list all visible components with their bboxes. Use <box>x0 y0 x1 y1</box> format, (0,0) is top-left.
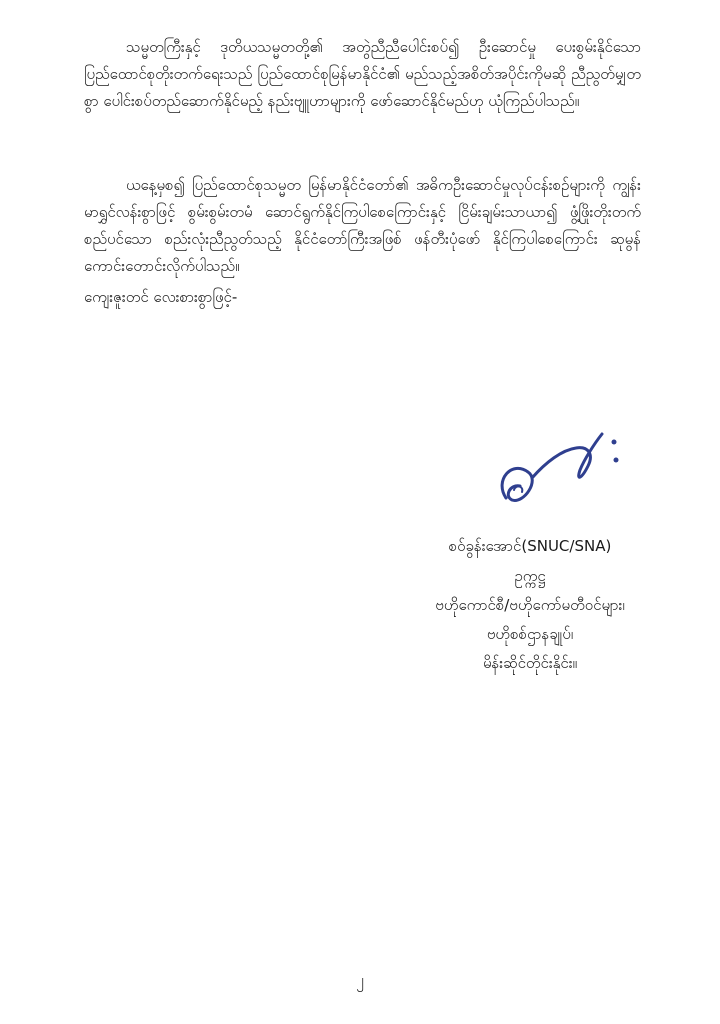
letter-paragraph-1 <box>84 34 641 115</box>
signatory-organization: မိန်းဆိုင်တိုင်းနိုင်း။ <box>482 654 578 672</box>
signatory-name: စဝ်ခွန်းအောင်(SNUC/SNA) <box>448 537 612 555</box>
letter-paragraph-2 <box>84 172 641 280</box>
signatory-title-line-1: ဗဟိုကောင်စီ/ဗဟိုကော်မတီဝင်များ၊ <box>435 596 625 614</box>
letter-paragraph-1-text: သမ္မတကြီးနှင့် ဒုတိယသမ္မတတို့၏ အတွဲညီညီပေါင်းစပ်၍ ဦးဆောင်မှု ပေးစွမ်းနိုင်သော ပြည်ထောင်စုတိုးတက်ရေးသည် ပြည်ထောင်စုမြန်မာနိုင်ငံ၏ မည်သည့်အစိတ်အပိုင်းကိုမဆို ညီညွတ်မျှတစွာ ပေါင်းစပ်တည်ဆောက်နိုင်မည့် နည်းဗျူဟာများကို ဖော်ဆောင်နိုင်မည်ဟု ယုံကြည်ပါသည်။ <box>84 38 641 110</box>
page-number: ၂ <box>356 970 364 989</box>
handwritten-signature <box>484 420 634 520</box>
signatory-rank: ဥက္ကဋ္ဌ <box>514 567 546 585</box>
letter-paragraph-2-text: ယနေ့မှစ၍ ပြည်ထောင်စုသမ္မတ မြန်မာနိုင်ငံတော်၏ အဓိကဦးဆောင်မှုလုပ်ငန်းစဉ်များကို ကျွန်းမာရွှင်လန်းစွာဖြင့် စွမ်းစွမ်းတမံ ဆောင်ရွက်နိုင်ကြပါစေကြောင်းနှင့် ငြိမ်းချမ်းသာယာ၍ ဖွံ့ဖြိုးတိုးတက်စည်ပင်သော စည်းလုံးညီညွတ်သည့် နိုင်ငံတော်ကြီးအဖြစ် ဖန်တီးပုံဖော် နိုင်ကြပါစေကြောင်း ဆုမွန်ကောင်းတောင်းလိုက်ပါသည်။ <box>84 176 641 275</box>
closing-line: ကျေးဇူးတင် လေးစားစွာဖြင့်- <box>84 288 238 306</box>
signatory-title-line-2: ဗဟိုစစ်ဌာနချုပ်၊ <box>486 625 574 643</box>
